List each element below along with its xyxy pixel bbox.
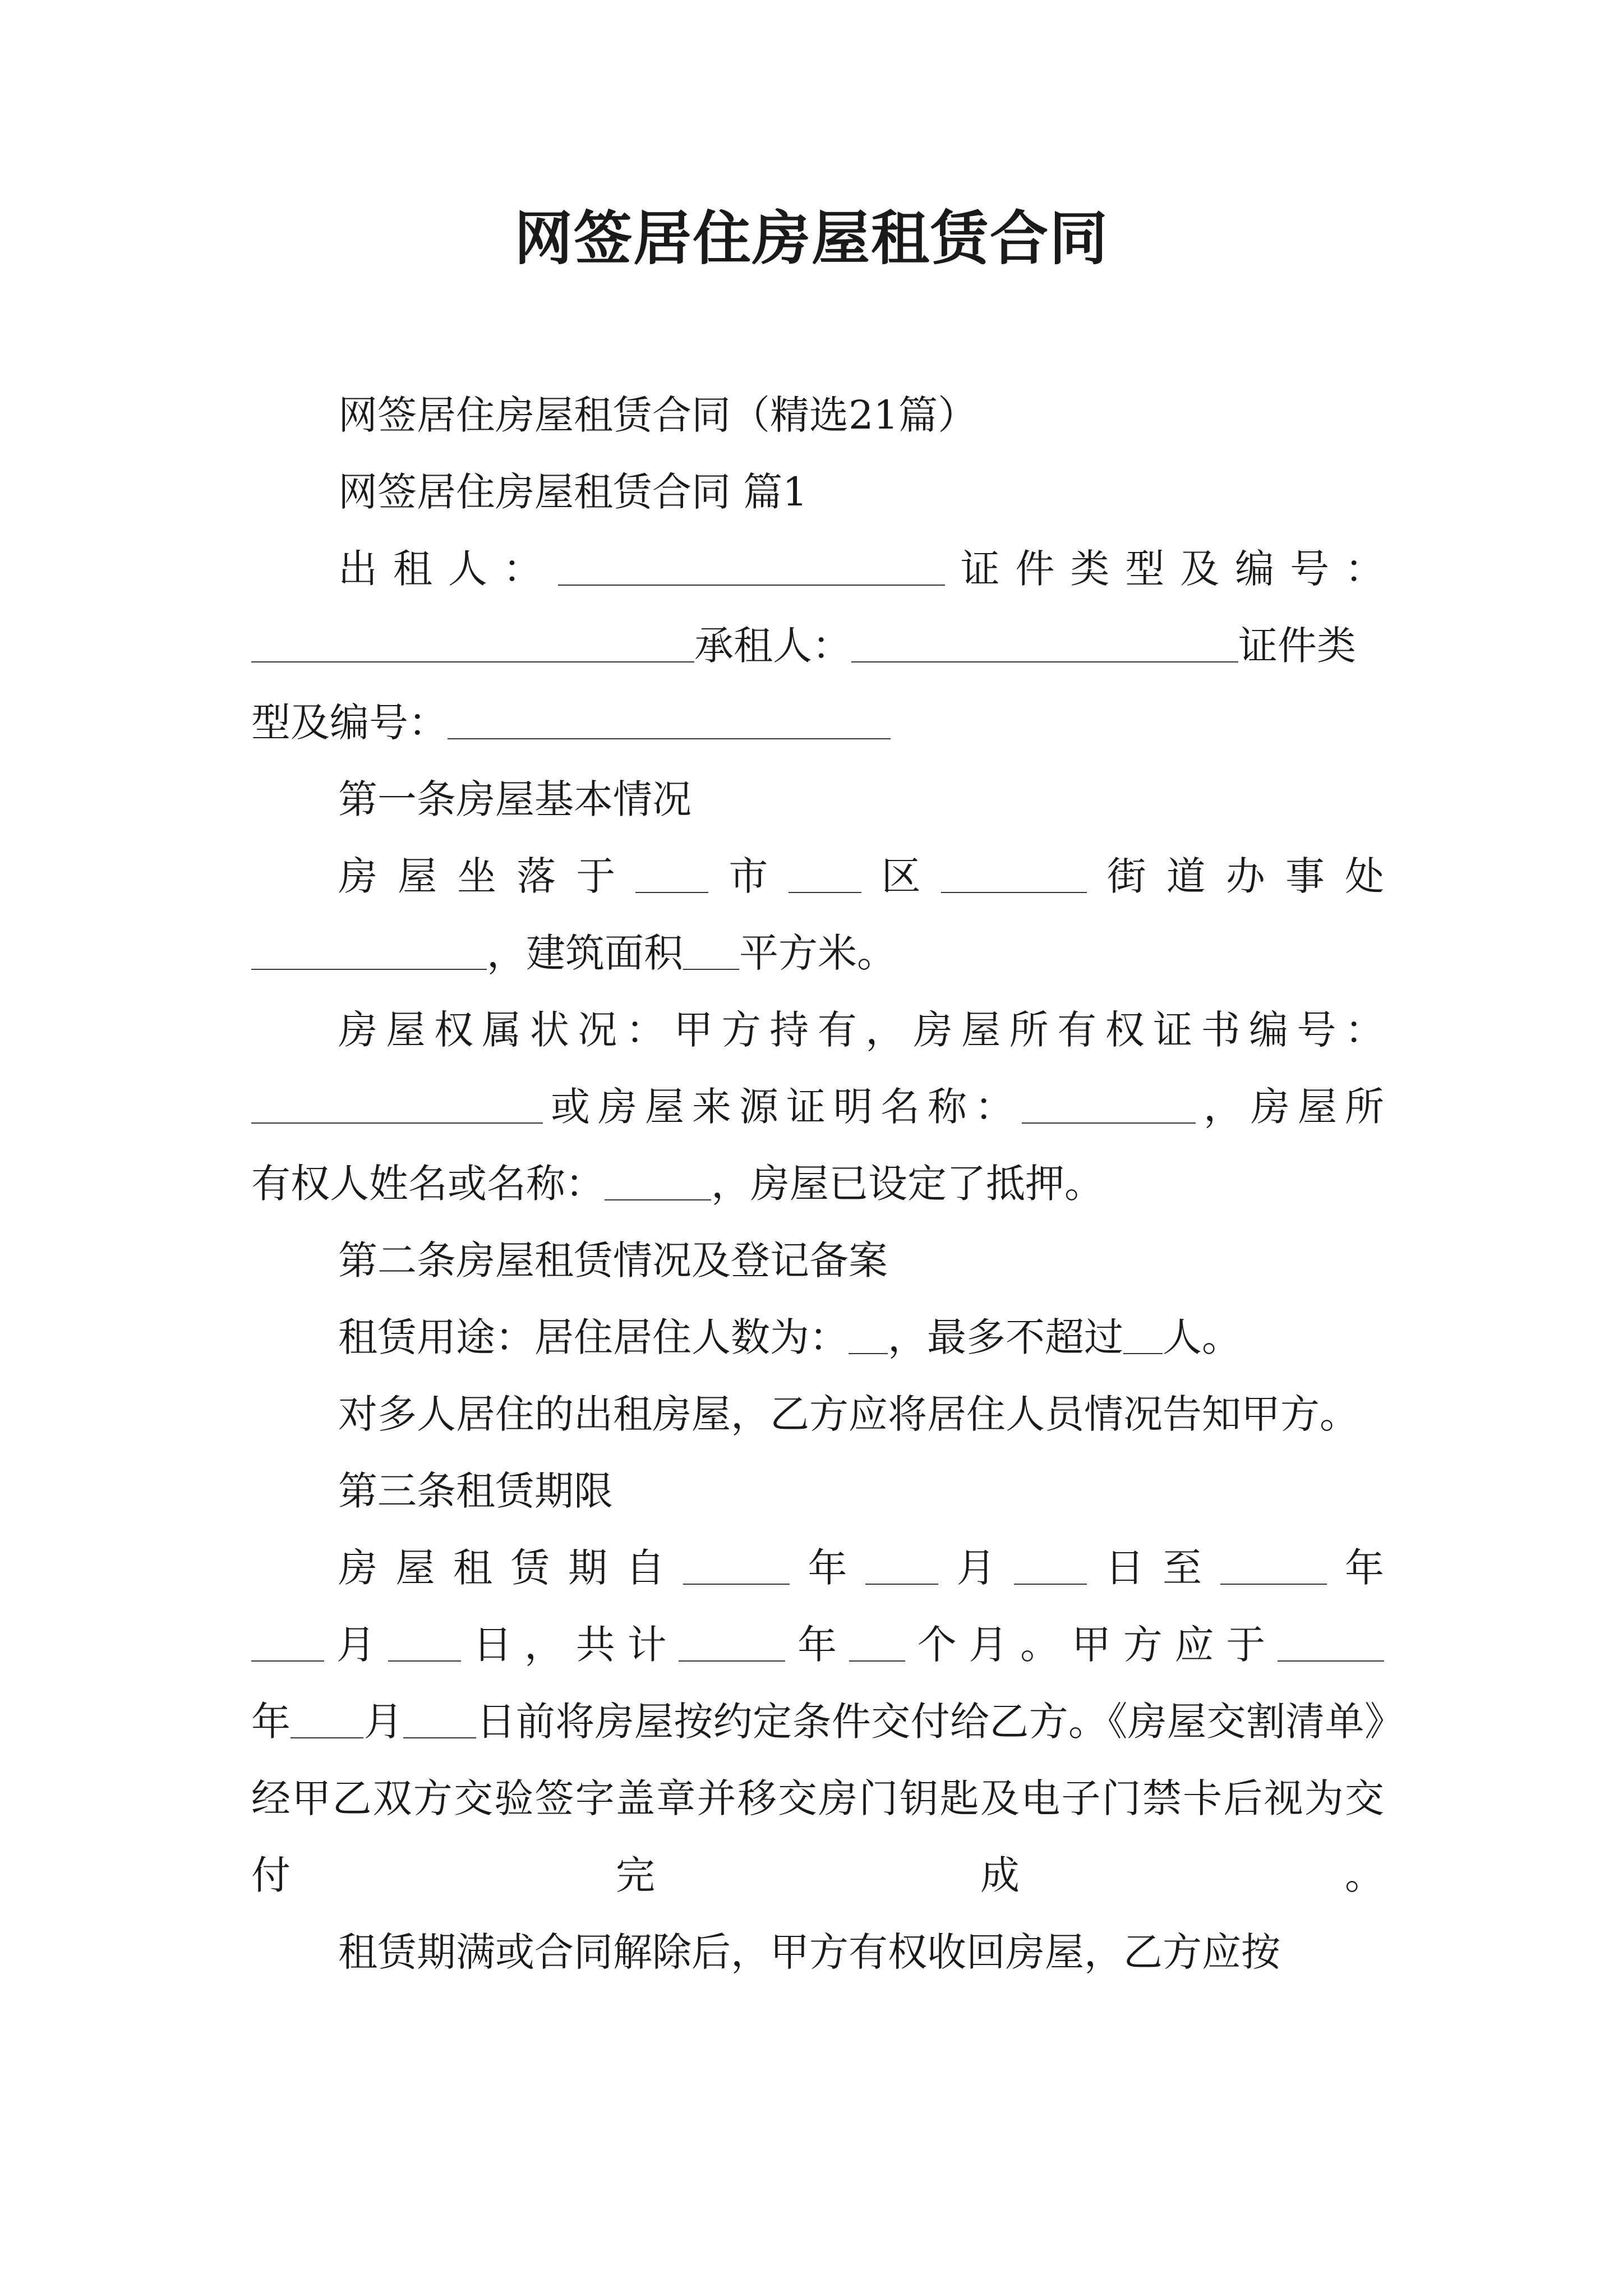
month-label-2: 月 xyxy=(324,1622,388,1668)
day-to-label: 日至 xyxy=(1087,1545,1220,1591)
total-month-blank xyxy=(849,1619,905,1662)
source-label: 或房屋来源证明名称： xyxy=(543,1084,1022,1130)
year-label-4: 年 xyxy=(251,1699,291,1745)
article3-end: 租赁期满或合同解除后，甲方有权收回房屋，乙方应按 xyxy=(338,1929,1280,1975)
owner-label-b: 有权人姓名或名称： xyxy=(251,1161,605,1207)
lessor-blank xyxy=(558,543,945,586)
person-unit: 人。 xyxy=(1163,1314,1241,1360)
area-blank xyxy=(683,927,739,970)
article3-delivery xyxy=(251,1683,1384,1914)
id-type-label-2a: 证件类 xyxy=(1238,623,1356,669)
article3-term xyxy=(251,1530,1384,1607)
document-title: 网签居住房屋租赁合同 xyxy=(514,204,1109,273)
city-label: 市 xyxy=(708,853,789,899)
max-blank xyxy=(1123,1312,1163,1354)
month-label-3: 月 xyxy=(363,1699,404,1745)
month-label: 月 xyxy=(938,1545,1014,1591)
article1-heading: 第一条房屋基本情况 xyxy=(338,776,691,822)
document-body xyxy=(251,377,1384,1991)
article1-ownership-end xyxy=(251,1145,1384,1222)
start-month-blank xyxy=(865,1542,938,1585)
id-type-label-2b: 型及编号： xyxy=(251,700,448,746)
term-label: 房屋租赁期自 xyxy=(338,1545,683,1591)
article1-location xyxy=(251,838,1384,915)
year-label: 年 xyxy=(790,1545,865,1591)
deliver-year-blank xyxy=(1278,1619,1384,1662)
deliver-day-blank xyxy=(403,1696,476,1738)
location-label: 房屋坐落于 xyxy=(338,853,636,899)
district-label: 区 xyxy=(861,853,941,899)
source-blank xyxy=(1022,1081,1196,1124)
certificate-blank xyxy=(251,1081,543,1124)
total-year-blank xyxy=(679,1619,785,1662)
area-label: ，建筑面积 xyxy=(487,930,683,976)
section-heading: 网签居住房屋租赁合同 篇1 xyxy=(338,469,808,515)
area-unit: 平方米。 xyxy=(739,930,896,976)
end-year-blank xyxy=(1220,1542,1327,1585)
occupants-blank xyxy=(849,1312,888,1354)
year-label-2: 年 xyxy=(1326,1545,1384,1591)
year-label-3: 年 xyxy=(785,1622,849,1668)
address-blank xyxy=(251,927,487,970)
subtitle: 网签居住房屋租赁合同（精选21篇） xyxy=(338,392,978,438)
lessee-id-blank xyxy=(448,697,891,739)
deliver-month-blank xyxy=(291,1696,363,1738)
start-day-blank xyxy=(1014,1542,1087,1585)
end-month-blank xyxy=(251,1619,324,1662)
city-blank xyxy=(635,850,708,893)
lessee-blank xyxy=(851,620,1238,662)
start-year-blank xyxy=(683,1542,790,1585)
article1-ownership xyxy=(251,992,1384,1069)
article2-use xyxy=(251,1299,1384,1376)
end-day-blank xyxy=(388,1619,461,1662)
months-label: 个月。甲方应于 xyxy=(905,1622,1278,1668)
owner-blank xyxy=(605,1158,711,1200)
article1-area xyxy=(251,915,1384,992)
owner-label-a: ，房屋所 xyxy=(1196,1084,1384,1130)
article1-ownership-cont xyxy=(251,1069,1384,1145)
lessor-id-blank xyxy=(251,620,694,662)
parties-paragraph xyxy=(251,531,1384,608)
article3-heading: 第三条租赁期限 xyxy=(338,1468,613,1514)
mortgage-text: ，房屋已设定了抵押。 xyxy=(711,1161,1104,1207)
parties-paragraph-cont xyxy=(251,608,1384,761)
id-type-label: 证件类型及编号： xyxy=(944,546,1385,592)
lessee-label: 承租人： xyxy=(694,623,851,669)
article2-heading: 第二条房屋租赁情况及登记备案 xyxy=(338,1237,888,1283)
use-label: 租赁用途：居住居住人数为： xyxy=(338,1314,849,1360)
ownership-label: 房屋权属状况：甲方持有，房屋所有权证书编号： xyxy=(338,1007,1384,1053)
article2-notify: 对多人居住的出租房屋，乙方应将居住人员情况告知甲方。 xyxy=(338,1391,1359,1437)
lessor-label: 出租人： xyxy=(338,546,558,592)
total-label: 日，共计 xyxy=(460,1622,679,1668)
max-label: ，最多不超过 xyxy=(888,1314,1123,1360)
article3-term-cont xyxy=(251,1607,1384,1683)
district-blank xyxy=(789,850,861,893)
street-blank xyxy=(941,850,1087,893)
delivery-text: 日前将房屋按约定条件交付给乙方。《房屋交割清单》经甲乙双方交验签字盖章并移交房门钥匙及电子门禁卡后视为交付完成。 xyxy=(251,1699,1385,1898)
street-label: 街道办事处 xyxy=(1086,853,1385,899)
